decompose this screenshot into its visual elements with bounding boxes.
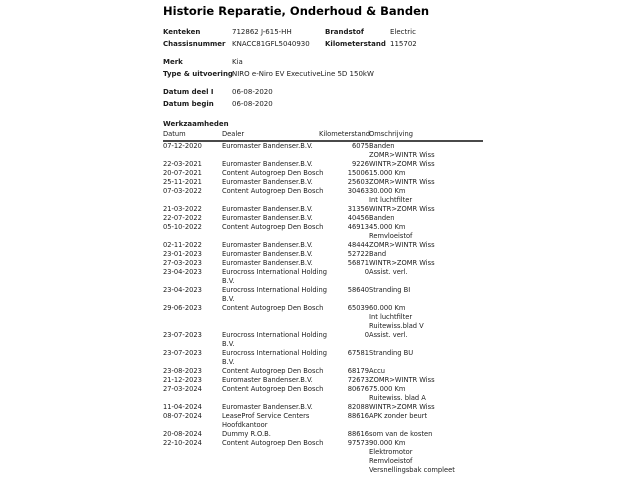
column-header-dealer: Dealer [222,130,319,141]
cell-omschrijving [369,385,483,403]
cell-omschrijving [369,178,483,187]
detail-label: Chassisnummer [163,39,226,48]
cell-kilometerstand: 30463 [347,187,369,195]
detail-row [163,57,483,69]
table-row [163,241,483,250]
detail-value: 06-08-2020 [232,99,273,108]
detail-label: Datum begin [163,99,214,108]
table-row [163,160,483,169]
detail-value: KNACC81GFL5040930 [232,39,310,48]
omschrijving-line: Remvloeistof [369,457,413,465]
cell-dealer [222,376,319,385]
omschrijving-line: Assist. verl. [369,268,408,276]
dealer-line: Content Autogroep Den Bosch [222,169,324,177]
cell-omschrijving [369,376,483,385]
cell-datum: 23-04-2023 [163,286,202,294]
omschrijving-line: Ruitewiss. blad A [369,394,426,402]
cell-omschrijving [369,250,483,259]
table-row [163,430,483,439]
dealer-line: Content Autogroep Den Bosch [222,439,324,447]
cell-omschrijving [369,187,483,205]
cell-omschrijving [369,268,483,286]
column-header-datum: Datum [163,130,222,141]
omschrijving-line: WINTR>ZOMR Wiss [369,403,435,411]
omschrijving-line: WINTR>ZOMR Wiss [369,160,435,168]
table-row [163,412,483,430]
cell-dealer [222,439,324,475]
omschrijving-line: WINTR>ZOMR Wiss [369,259,435,267]
cell-omschrijving [369,439,483,475]
dealer-line: Eurocross International Holding [222,268,327,276]
cell-dealer [222,286,327,304]
cell-datum: 11-04-2024 [163,403,202,411]
omschrijving-line: Int luchtfilter [369,196,413,204]
dealer-line: Euromaster Bandenser.B.V. [222,214,313,222]
dealer-line: Hoofdkantoor [222,421,268,429]
omschrijving-line: Band [369,250,387,258]
cell-datum: 23-08-2023 [163,367,202,375]
cell-kilometerstand: 9226 [351,160,369,168]
cell-datum: 27-03-2023 [163,259,202,267]
omschrijving-line: 90.000 Km [369,439,406,447]
table-row [163,214,483,223]
dealer-line: Euromaster Bandenser.B.V. [222,178,313,186]
cell-dealer [222,385,324,403]
cell-omschrijving [369,160,483,169]
cell-datum: 05-10-2022 [163,223,202,231]
cell-omschrijving [369,367,483,376]
worklog-body [163,141,483,475]
table-row [163,205,483,214]
cell-omschrijving [369,223,483,241]
dealer-line: Eurocross International Holding [222,331,327,339]
dealer-line: Euromaster Bandenser.B.V. [222,241,313,249]
cell-omschrijving [369,286,483,304]
detail-value: 712862 J-615-HH [232,28,292,36]
dealer-line: Euromaster Bandenser.B.V. [222,376,313,384]
dealer-line: Euromaster Bandenser.B.V. [222,160,313,168]
cell-datum: 08-07-2024 [163,412,202,420]
column-header-omschrijving: Omschrijving [369,130,483,141]
detail-value: 115702 [390,39,417,48]
cell-dealer [222,187,324,205]
cell-kilometerstand: 88616 [347,412,369,420]
cell-kilometerstand: 68179 [347,367,369,375]
cell-datum: 29-06-2023 [163,304,202,312]
omschrijving-line: WINTR>ZOMR Wiss [369,205,435,213]
omschrijving-line: APK zonder beurt [369,412,428,420]
vehicle-details-make [163,57,483,80]
omschrijving-line: 75.000 Km [369,385,406,393]
dealer-line: Eurocross International Holding [222,349,327,357]
dealer-line: B.V. [222,277,235,285]
cell-kilometerstand: 65039 [347,304,369,312]
omschrijving-line: som van de kosten [369,430,433,438]
cell-dealer [222,160,319,169]
detail-label: Kenteken [163,28,201,36]
detail-value: Electric [390,28,416,36]
cell-kilometerstand: 56871 [347,259,369,267]
table-row [163,286,483,304]
dealer-line: Content Autogroep Den Bosch [222,187,324,195]
dealer-line: Content Autogroep Den Bosch [222,223,324,231]
cell-omschrijving [369,403,483,412]
omschrijving-line: Stranding BU [369,349,414,357]
dealer-line: Euromaster Bandenser.B.V. [222,205,313,213]
cell-dealer [222,367,324,376]
dealer-line: LeaseProf Service Centers [222,412,310,420]
cell-omschrijving [369,412,483,430]
detail-value: Kia [232,58,243,66]
cell-kilometerstand: 6075 [351,142,369,150]
omschrijving-line: 15.000 Km [369,169,406,177]
table-row [163,250,483,259]
cell-kilometerstand: 80676 [347,385,369,393]
dealer-line: Euromaster Bandenser.B.V. [222,403,313,411]
table-row [163,304,483,331]
cell-omschrijving [369,241,483,250]
cell-dealer [222,141,319,160]
cell-dealer [222,178,319,187]
table-row [163,367,483,376]
omschrijving-line: Int luchtfilter [369,313,413,321]
omschrijving-line: Versnellingsbak compleet [369,466,455,474]
vehicle-details-top [163,27,483,50]
table-row [163,141,483,160]
cell-datum: 23-04-2023 [163,268,202,276]
cell-omschrijving [369,259,483,268]
dealer-line: Content Autogroep Den Bosch [222,385,324,393]
cell-kilometerstand: 88616 [347,430,369,438]
detail-label: Kilometerstand [325,39,386,48]
cell-dealer [222,169,324,178]
omschrijving-line: 30.000 Km [369,187,406,195]
cell-dealer [222,403,319,412]
table-row [163,169,483,178]
table-row [163,178,483,187]
dealer-line: Euromaster Bandenser.B.V. [222,259,313,267]
table-row [163,268,483,286]
cell-dealer [222,430,319,439]
cell-dealer [222,349,327,367]
table-row [163,349,483,367]
cell-omschrijving [369,214,483,223]
cell-dealer [222,250,319,259]
cell-dealer [222,241,319,250]
detail-value: NIRO e-Niro EV ExecutiveLine 5D 150kW [232,69,374,78]
cell-omschrijving [369,304,483,331]
table-row [163,223,483,241]
cell-kilometerstand: 82088 [347,403,369,411]
cell-kilometerstand: 97573 [347,439,369,447]
cell-dealer [222,304,324,331]
table-row [163,331,483,349]
cell-datum: 21-03-2022 [163,205,202,213]
omschrijving-line: Remvloeistof [369,232,413,240]
detail-row [163,39,483,51]
omschrijving-line: 45.000 Km [369,223,406,231]
omschrijving-line: 60.000 Km [369,304,406,312]
table-row [163,376,483,385]
table-row [163,187,483,205]
omschrijving-line: Banden [369,142,395,150]
dealer-line: Content Autogroep Den Bosch [222,367,324,375]
detail-row [163,99,483,111]
cell-dealer [222,268,327,286]
detail-value: 06-08-2020 [232,88,273,96]
cell-dealer [222,412,319,430]
cell-datum: 21-12-2023 [163,376,202,384]
section-title-werkzaamheden: Werkzaamheden [163,120,229,128]
dealer-line: B.V. [222,340,235,348]
omschrijving-line: Elektromotor [369,448,413,456]
cell-datum: 20-07-2021 [163,169,202,177]
cell-datum: 20-08-2024 [163,430,202,438]
detail-row [163,87,483,99]
omschrijving-line: Ruitewiss.blad V [369,322,424,330]
cell-kilometerstand: 67581 [347,349,369,357]
cell-datum: 23-07-2023 [163,331,202,339]
worklog-table [163,130,483,475]
cell-kilometerstand: 31356 [347,205,369,213]
detail-label: Type & uitvoering [163,69,233,78]
cell-datum: 25-11-2021 [163,178,202,186]
detail-label: Datum deel I [163,88,214,96]
cell-kilometerstand: 0 [364,331,369,339]
worklog-header-row [163,130,483,141]
detail-label: Brandstof [325,28,364,36]
omschrijving-line: Assist. verl. [369,331,408,339]
dealer-line: Euromaster Bandenser.B.V. [222,250,313,258]
cell-dealer [222,214,319,223]
dealer-line: B.V. [222,358,235,366]
cell-kilometerstand: 52722 [347,250,369,258]
cell-dealer [222,259,319,268]
omschrijving-line: ZOMR>WINTR Wiss [369,376,435,384]
detail-label: Merk [163,58,183,66]
omschrijving-line: ZOMR>WINTR Wiss [369,151,435,159]
cell-datum: 07-03-2022 [163,187,202,195]
cell-kilometerstand: 25603 [347,178,369,186]
dealer-line: Dummy R.O.B. [222,430,271,438]
cell-omschrijving [369,141,483,160]
omschrijving-line: Banden [369,214,395,222]
omschrijving-line: ZOMR>WINTR Wiss [369,178,435,186]
cell-kilometerstand: 40456 [347,214,369,222]
cell-dealer [222,223,324,241]
table-row [163,259,483,268]
cell-datum: 23-07-2023 [163,349,202,357]
cell-datum: 23-01-2023 [163,250,202,258]
cell-datum: 22-03-2021 [163,160,202,168]
cell-datum: 02-11-2022 [163,241,202,249]
table-row [163,403,483,412]
detail-row [163,69,483,81]
omschrijving-line: Accu [369,367,386,375]
page-title: Historie Reparatie, Onderhoud & Banden [163,4,430,18]
cell-datum: 27-03-2024 [163,385,202,393]
omschrijving-line: ZOMR>WINTR Wiss [369,241,435,249]
cell-kilometerstand: 46913 [347,223,369,231]
column-header-kilometerstand: Kilometerstand [319,130,369,141]
detail-row [163,27,483,39]
cell-datum: 22-10-2024 [163,439,202,447]
cell-omschrijving [369,205,483,214]
cell-kilometerstand: 72673 [347,376,369,384]
cell-omschrijving [369,169,483,178]
cell-omschrijving [369,430,483,439]
cell-omschrijving [369,331,483,349]
dealer-line: Content Autogroep Den Bosch [222,304,324,312]
cell-kilometerstand: 15006 [347,169,369,177]
omschrijving-line: Stranding BI [369,286,411,294]
cell-kilometerstand: 48444 [347,241,369,249]
cell-kilometerstand: 0 [364,268,369,276]
table-row [163,439,483,475]
dealer-line: Eurocross International Holding [222,286,327,294]
dealer-line: B.V. [222,295,235,303]
cell-dealer [222,205,319,214]
cell-kilometerstand: 58640 [347,286,369,294]
table-row [163,385,483,403]
cell-omschrijving [369,349,483,367]
cell-datum: 07-12-2020 [163,142,202,150]
dealer-line: Euromaster Bandenser.B.V. [222,142,313,150]
cell-datum: 22-07-2022 [163,214,202,222]
report-page [163,5,483,475]
cell-dealer [222,331,327,349]
vehicle-details-dates [163,87,483,110]
